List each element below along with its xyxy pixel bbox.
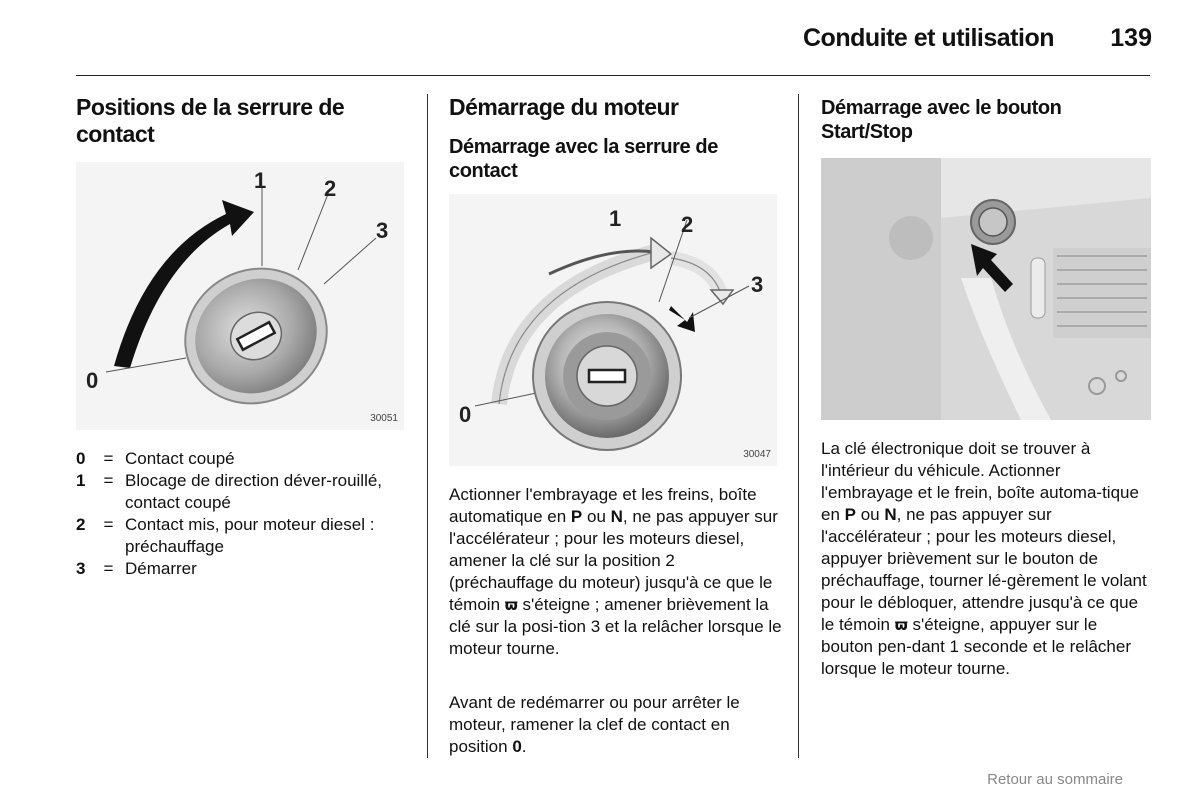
subsection-heading: Démarrage avec la serrure de contact (449, 136, 718, 182)
figure-code: 30051 (370, 413, 398, 424)
positions-legend (76, 448, 396, 580)
header-divider (76, 75, 1150, 76)
column-start-stop (821, 94, 1121, 144)
start-stop-illustration (821, 158, 1151, 420)
section-heading: Positions de la serrure de contact (76, 94, 345, 147)
ignition-start-illustration (449, 194, 777, 466)
position-label-3: 3 (751, 272, 764, 297)
position-label-2: 2 (681, 212, 694, 237)
ignition-positions-figure (76, 162, 404, 430)
start-instructions-paragraph: Actionner l'embrayage et les freins, boîte automatique en P ou N, ne pas appuyer sur l'accélérateur ; pour les moteurs diesel, amener la clé sur la position 2 (préchauffage du moteur) jusqu'à ce que le témoin ϖ s'éteigne ; amener brièvement la clé sur la posi-tion 3 et la relâcher lorsque le moteur tourne. (449, 485, 782, 658)
page-number: 139 (1110, 24, 1152, 52)
legend-item: 2 = Contact mis, pour moteur diesel : préchauffage (76, 515, 375, 556)
ignition-start-figure (449, 194, 777, 466)
start-stop-button-photo (821, 158, 1151, 420)
back-to-contents-link[interactable]: Retour au sommaire (987, 771, 1123, 788)
position-label-1: 1 (254, 168, 267, 193)
position-label-2: 2 (324, 176, 337, 201)
legend-item: 3 = Démarrer (76, 559, 197, 578)
start-stop-paragraph: La clé électronique doit se trouver à l'intérieur du véhicule. Actionner l'embrayage et le frein, boîte automa-tique en P ou N, ne pas appuyer sur l'accélérateur ; pour les moteurs diesel, appuyer brièvement sur le bouton de préchauffage, tourner lé-gèrement le volant pour le débloquer, attendre jusqu'à ce que le témoin ϖ s'éteigne, appuyer sur le bouton pen-dant 1 seconde et le relâcher lorsque le moteur tourne. (821, 439, 1147, 678)
column-divider-1 (427, 94, 428, 758)
glow-plug-icon: ϖ (894, 616, 908, 634)
restart-paragraph: Avant de redémarrer ou pour arrêter le moteur, ramener la clef de contact en position 0. (449, 693, 740, 756)
legend-item: 0 = Contact coupé (76, 449, 235, 468)
position-label-1: 1 (609, 206, 622, 231)
column-divider-2 (798, 94, 799, 758)
position-label-0: 0 (459, 402, 472, 427)
glow-plug-icon: ϖ (504, 596, 518, 614)
ignition-lock-illustration (76, 162, 404, 430)
figure-code: 30047 (743, 449, 771, 460)
position-label-0: 0 (86, 368, 99, 393)
page-header-title: Conduite et utilisation (803, 24, 1054, 52)
legend-item: 1 = Blocage de direction déver-rouillé, contact coupé (76, 471, 383, 512)
section-heading: Démarrage du moteur (449, 94, 679, 120)
section-heading: Démarrage avec le bouton Start/Stop (821, 97, 1062, 143)
position-label-3: 3 (376, 218, 389, 243)
column-ignition-positions (76, 94, 406, 148)
column-engine-start (449, 94, 779, 183)
